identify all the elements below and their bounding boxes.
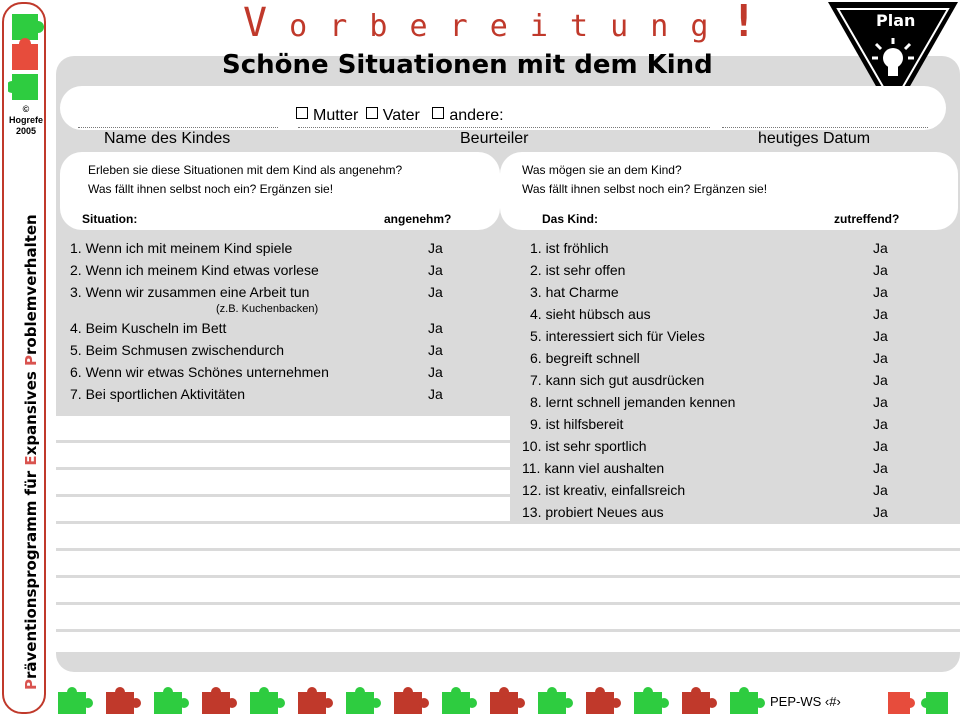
option-vater[interactable] [363,107,420,124]
left-blank-row-1[interactable] [56,416,510,440]
checkbox-mutter[interactable] [296,107,308,119]
right-col-child: Das Kind: [542,212,599,226]
date-line [722,127,928,128]
program-title-vertical [22,214,40,690]
trait-item: 7. kann sich gut ausdrücken [530,372,705,388]
copyright-notice [4,104,48,137]
situation-item: 4. Beim Kuscheln im Bett [70,320,227,336]
trait-answer[interactable]: Ja [873,416,888,432]
option-andere-label: andere: [449,107,504,124]
situation-answer[interactable]: Ja [428,386,443,402]
name-line [78,127,278,128]
option-mutter-label: Mutter [313,107,359,124]
puzzle-border-icon [54,686,774,718]
situation-answer[interactable]: Ja [428,320,443,336]
left-col-situation: Situation: [82,212,138,226]
trait-answer[interactable]: Ja [873,482,888,498]
left-blank-row-3[interactable] [56,470,510,494]
trait-item: 2. ist sehr offen [530,262,626,278]
checkbox-andere[interactable] [432,107,444,119]
title-exclamation: ! [730,0,760,47]
name-label: Name des Kindes [104,130,231,147]
option-vater-label: Vater [382,107,420,124]
trait-item: 6. begreift schnell [530,350,640,366]
trait-answer[interactable]: Ja [873,394,888,410]
situation-item: 6. Wenn wir etwas Schönes unternehmen [70,364,329,380]
trait-answer[interactable]: Ja [873,372,888,388]
trait-item: 3. hat Charme [530,284,619,300]
blank-row-1[interactable] [56,524,960,548]
trait-item: 12. ist kreativ, einfallsreich [522,482,686,498]
situation-answer[interactable]: Ja [428,240,443,256]
vertical-title-part: xpansives [22,365,40,456]
puzzle-border-end-icon [884,686,960,718]
situation-item: 5. Beim Schmusen zwischendurch [70,342,284,358]
situation-answer[interactable]: Ja [428,284,443,300]
rater-label: Beurteiler [460,130,529,147]
vertical-title-part: roblemverhalten [22,214,40,355]
situation-answer[interactable]: Ja [428,342,443,358]
trait-item: 9. ist hilfsbereit [530,416,624,432]
trait-answer[interactable]: Ja [873,284,888,300]
copyright-year: 2005 [15,126,37,136]
title-rest: o r b e r e i t u n g [289,9,711,44]
footer-label: PEP-WS ‹#› [770,694,841,709]
vertical-title-part: P [22,354,40,366]
trait-answer[interactable]: Ja [873,504,888,520]
trait-answer[interactable]: Ja [873,262,888,278]
vertical-title-part: E [22,455,40,466]
puzzle-logo-icon [8,10,44,110]
situation-item: 1. Wenn ich mit meinem Kind spiele [70,240,293,256]
date-label: heutiges Datum [758,130,871,147]
trait-answer[interactable]: Ja [873,240,888,256]
page-title [243,0,759,47]
copyright-symbol: © [22,104,30,114]
vertical-title-part: P [22,679,40,690]
trait-answer[interactable]: Ja [873,306,888,322]
situation-answer[interactable]: Ja [428,262,443,278]
trait-item: 4. sieht hübsch aus [530,306,651,322]
left-question-2: Was fällt ihnen selbst noch ein? Ergänzen sie! [88,182,334,196]
situation-item: 2. Wenn ich meinem Kind etwas vorlese [70,262,319,278]
blank-row-2[interactable] [56,551,960,575]
trait-item: 1. ist fröhlich [530,240,609,256]
situation-item: 7. Bei sportlichen Aktivitäten [70,386,246,402]
trait-item: 8. lernt schnell jemanden kennen [530,394,736,410]
situation-answer[interactable]: Ja [428,364,443,380]
right-question-1: Was mögen sie an dem Kind? [522,163,682,177]
left-blank-row-4[interactable] [56,497,510,521]
right-col-rating: zutreffend? [834,212,900,226]
plan-label: Plan [876,11,916,30]
trait-item: 11. kann viel aushalten [522,460,665,476]
title-first-letter: V [243,0,270,46]
right-question-2: Was fällt ihnen selbst noch ein? Ergänzen sie! [522,182,768,196]
trait-item: 5. interessiert sich für Vieles [530,328,705,344]
left-blank-row-2[interactable] [56,443,510,467]
copyright-org: Hogrefe [8,115,43,125]
rater-line [298,127,710,128]
situation-note: (z.B. Kuchenbacken) [216,303,319,315]
trait-answer[interactable]: Ja [873,350,888,366]
page-subtitle: Schöne Situationen mit dem Kind [222,50,713,80]
trait-answer[interactable]: Ja [873,438,888,454]
checkbox-vater[interactable] [366,107,378,119]
trait-item: 10. ist sehr sportlich [522,438,647,454]
blank-row-5[interactable] [56,632,960,652]
situation-item: 3. Wenn wir zusammen eine Arbeit tun [70,284,310,300]
trait-answer[interactable]: Ja [873,328,888,344]
rater-options [296,107,504,125]
blank-row-4[interactable] [56,605,960,629]
option-mutter[interactable] [296,107,358,124]
trait-answer[interactable]: Ja [873,460,888,476]
option-andere[interactable] [424,107,503,124]
left-question-1: Erleben sie diese Situationen mit dem Kind als angenehm? [88,163,403,177]
trait-item: 13. probiert Neues aus [522,504,664,520]
blank-row-3[interactable] [56,578,960,602]
vertical-title-part: räventionsprogramm für [22,465,40,679]
left-col-rating: angenehm? [384,212,452,226]
